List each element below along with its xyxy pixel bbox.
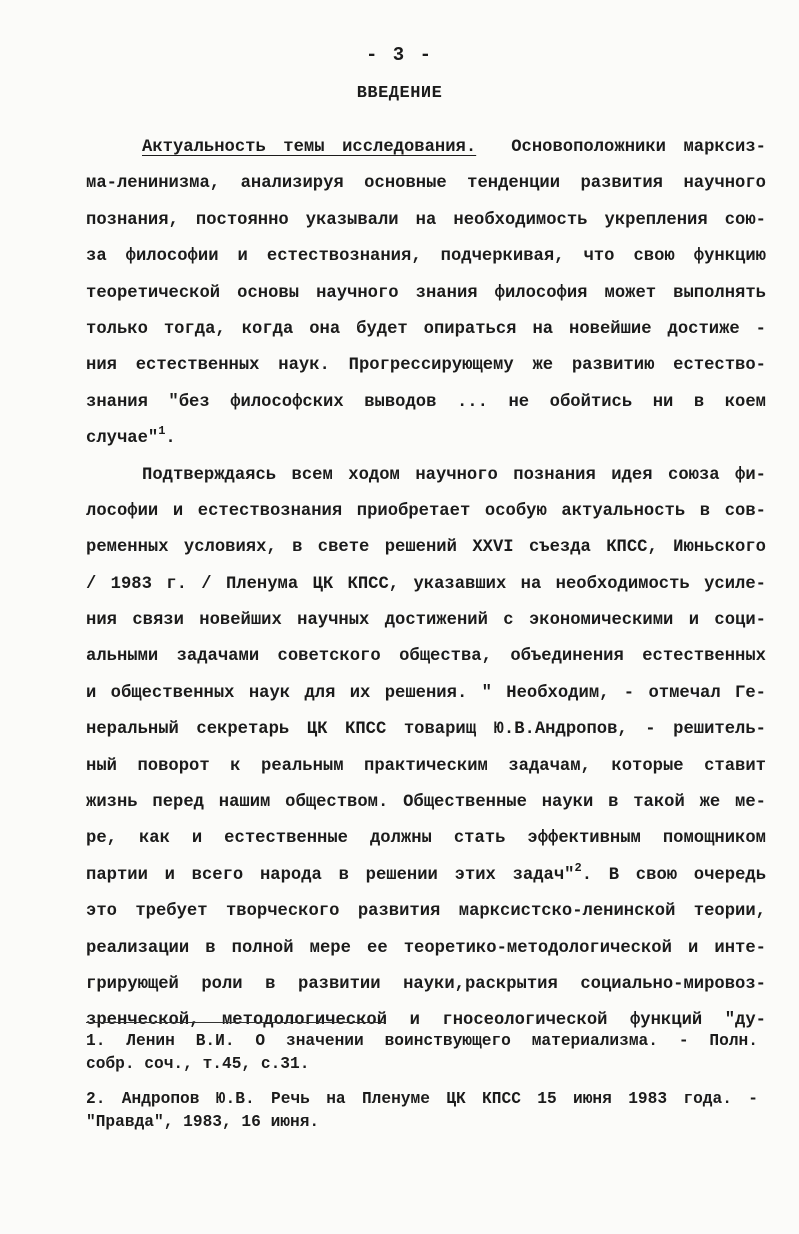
text-line (86, 858, 766, 894)
text-line: реализации в полной мере ее теоретико-методологической и инте- (86, 938, 766, 958)
text-line: ный поворот к реальным практическим задачам, которые ставит (86, 756, 766, 776)
text-line: неральный секретарь ЦК КПСС товарищ Ю.В.Андропов, - решитель- (86, 720, 766, 740)
section-heading: ВВЕДЕНИЕ (356, 84, 443, 103)
text-line: только тогда, когда она будет опираться на новейшие достиже - (86, 319, 766, 339)
text-line: ма-ленинизма, анализируя основные тенденции развития научного (86, 174, 766, 194)
footnote-line: собр. соч., т.45, с.31. (86, 1055, 310, 1073)
footnote-ref: 1 (158, 424, 166, 439)
body-text (86, 130, 766, 1040)
text-line: познания, постоянно указывали на необходимость укрепления сою- (86, 210, 766, 230)
text-line: / 1983 г. / Пленума ЦК КПСС, указавших на необходимость усиле- (86, 574, 766, 594)
text-line: альными задачами советского общества, объединения естественных (86, 647, 766, 667)
text-line: это требует творческого развития марксистско-ленинской теории, (86, 902, 766, 922)
footnote-line: "Правда", 1983, 16 июня. (86, 1113, 320, 1131)
text-line: ния связи новейших научных достижений с экономическими и соци- (86, 611, 766, 631)
text-line: за философии и естествознания, подчеркивая, что свою функцию (86, 247, 766, 267)
text-line: ре, как и естественные должны стать эффективным помощником (86, 829, 766, 849)
footnotes (86, 1030, 758, 1134)
text-fragment: Основоположники марксиз- (511, 138, 766, 157)
text-fragment: случае" (86, 429, 159, 449)
text-line: теоретической основы научного знания философия может выполнять (86, 283, 766, 303)
footnote-divider (86, 1022, 386, 1023)
page-number: - 3 - (365, 44, 433, 66)
text-line: лософии и естествознания приобретает особую актуальность в сов- (86, 501, 766, 521)
text-line: ременных условиях, в свете решений XXVI съезда КПСС, Июньского (86, 538, 766, 558)
text-line: жизнь перед нашим обществом. Общественные науки в такой же ме- (86, 793, 766, 813)
footnote-line: 1. Ленин В.И. О значении воинствующего материализма. - Полн. (86, 1032, 758, 1050)
text-line: грирующей роли в развитии науки,раскрытия социально-мировоз- (86, 974, 766, 994)
topic-label: Актуальность темы исследования. (142, 138, 477, 157)
text-line (86, 130, 766, 166)
text-line: ния естественных наук. Прогрессирующему же развитию естество- (86, 356, 766, 376)
footnote-ref: 2 (574, 860, 582, 875)
text-line: и общественных наук для их решения. " Необходим, - отмечал Ге- (86, 683, 766, 703)
text-line: случае"$^1$. (86, 424, 176, 449)
text-line: знания "без философских выводов ... не обойтись ни в коем (86, 392, 766, 412)
text-line: Подтверждаясь всем ходом научного познания идея союза фи- (142, 465, 766, 485)
text-fragment: . В свою очередь (581, 865, 767, 885)
text-line: зренческой, методологической и гносеологической функций "ду- (86, 1011, 766, 1031)
footnote-line: 2. Андропов Ю.В. Речь на Пленуме ЦК КПСС 15 июня 1983 года. - (86, 1090, 758, 1108)
text-fragment: партии и всего народа в решении этих задач" (86, 865, 575, 885)
